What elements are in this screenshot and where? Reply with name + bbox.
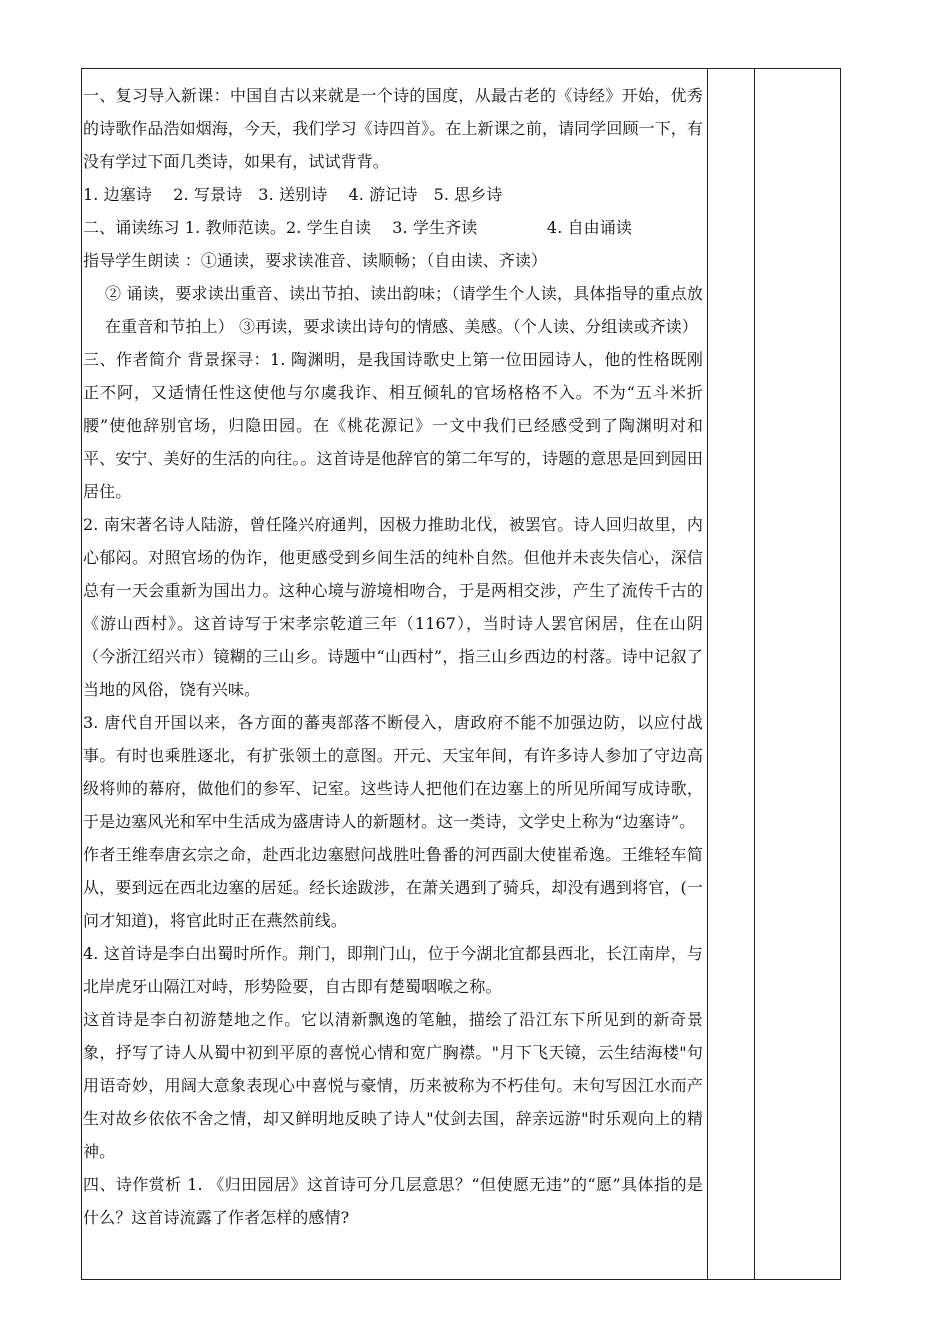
- poem-appreciation-li-bai: 这首诗是李白初游楚地之作。它以清新飘逸的笔触，描绘了沿江东下所见到的新奇景象，抒写了诗人从蜀中初到平原的喜悦心情和宽广胸襟。"月下飞天镜，云生结海楼"句用语奇妙，用阔大意象表现心中喜悦与豪情，历来被称为不朽佳句。末句写因江水而产生对故乡依依不舍之情，却又鲜明地反映了诗人"仗剑去国，辞亲远游"时乐观向上的精神。: [83, 1010, 703, 1161]
- lesson-content-cell: [83, 79, 703, 1234]
- background-li-bai-jingmen: 4. 这首诗是李白出蜀时所作。荆门，即荆门山，位于今湖北宜都县西北，长江南岸，与北岸虎牙山隔江对峙，形势险要，自古即有楚蜀咽喉之称。: [83, 944, 703, 996]
- author-background-tao-yuanming: 三、作者简介 背景探寻：1. 陶渊明，是我国诗歌史上第一位田园诗人，他的性格既刚正不阿，又适情任性这使他与尔虞我诈、相互倾轧的官场格格不入。不为“五斗米折腰”使他辞别官场，归隐田园。在《桃花源记》一文中我们已经感受到了陶渊明对和平、安宁、美好的生活的向往。。这首诗是他辞官的第二年写的，诗题的意思是回到园田居住。: [83, 350, 703, 501]
- review-intro-paragraph: 一、复习导入新课：中国自古以来就是一个诗的国度，从最古老的《诗经》开始，优秀的诗歌作品浩如烟海，今天，我们学习《诗四首》。在上新课之前，请同学回顾一下，有没有学过下面几类诗，如果有，试试背背。: [83, 86, 703, 171]
- poem-analysis-question: 四、诗作赏析 1. 《归田园居》这首诗可分几层意思？“但使愿无违”的“愿”具体指的是什么？这首诗流露了作者怎样的感情?: [83, 1175, 703, 1227]
- reading-practice-steps: 二、诵读练习 1. 教师范读。2. 学生自读 3. 学生齐读 4. 自由诵读: [83, 218, 632, 237]
- reading-guidance-detail: ② 诵读，要求读出重音、读出节拍、读出韵味；（请学生个人读，具体指导的重点放在重音和节拍上） ③再读，要求读出诗句的情感、美感。（个人读、分组读或齐读）: [105, 284, 703, 336]
- background-frontier-poetry: 3. 唐代自开国以来，各方面的蕃夷部落不断侵入，唐政府不能不加强边防，以应付战事。有时也乘胜逐北，有扩张领土的意图。开元、天宝年间，有许多诗人参加了守边高级将帅的幕府，做他们的参军、记室。这些诗人把他们在边塞上的所见所闻写成诗歌，于是边塞风光和军中生活成为盛唐诗人的新题材。这一类诗，文学史上称为“边塞诗”。: [83, 713, 703, 831]
- column-divider: [754, 69, 755, 1279]
- author-background-wang-wei: 作者王维奉唐玄宗之命，赴西北边塞慰问战胜吐鲁番的河西副大使崔希逸。王维轻车简从，要到远在西北边塞的居延。经长途跋涉，在萧关遇到了骑兵，却没有遇到将官，(一问才知道)，将官此时正在燕然前线。: [83, 845, 703, 930]
- poem-types-list: 1. 边塞诗 2. 写景诗 3. 送别诗 4. 游记诗 5. 思乡诗: [83, 185, 503, 204]
- column-divider: [707, 69, 708, 1279]
- author-background-lu-you: 2. 南宋著名诗人陆游，曾任隆兴府通判，因极力推助北伐，被罢官。诗人回归故里，内心郁闷。对照官场的伪诈，他更感受到乡间生活的纯朴自然。但他并未丧失信心，深信总有一天会重新为国出力。这种心境与游境相吻合，于是两相交涉，产生了流传千古的《游山西村》。这首诗写于宋孝宗乾道三年（1167），当时诗人罢官闲居，住在山阴（今浙江绍兴市）镜糊的三山乡。诗题中“山西村”，指三山乡西边的村落。诗中记叙了当地的风俗，饶有兴味。: [83, 515, 703, 699]
- reading-guidance: 指导学生朗读 ：①通读，要求读准音、读顺畅；（自由读、齐读）: [83, 251, 548, 270]
- lesson-table: [81, 68, 841, 1280]
